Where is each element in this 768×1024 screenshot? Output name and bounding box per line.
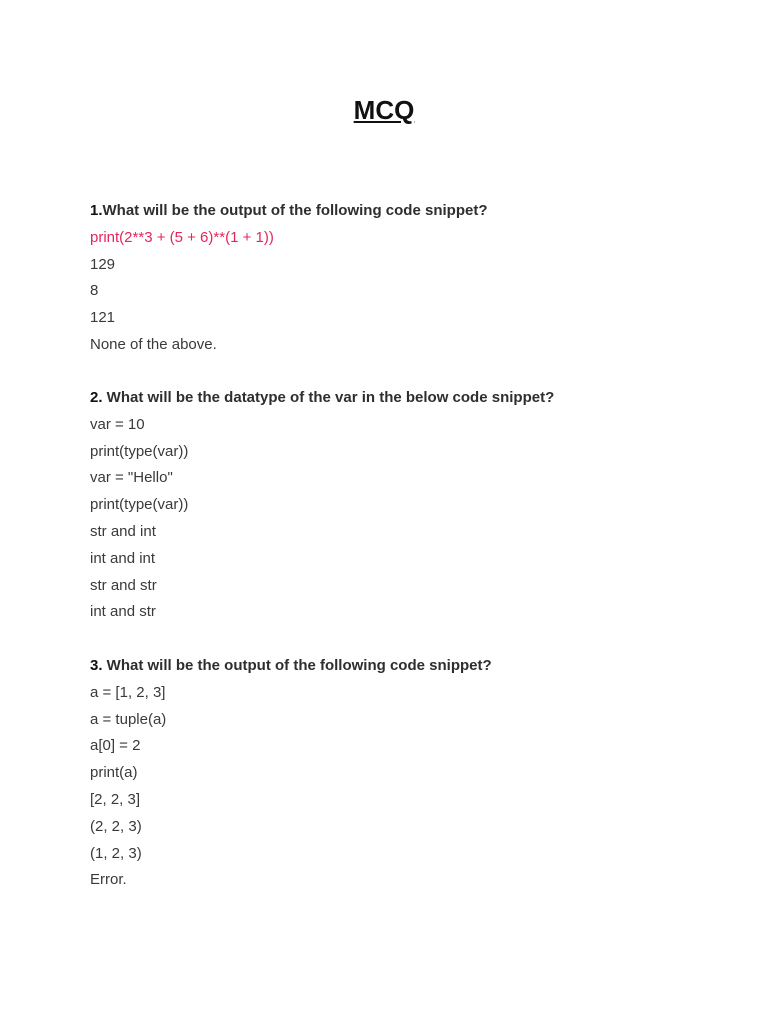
code-line: print(type(var)) (90, 442, 189, 460)
code-line: var = 10 (90, 415, 145, 433)
question-number: 1. (90, 202, 103, 219)
question-text: What will be the datatype of the var in the below code snippet? (102, 389, 555, 406)
option-item: (2, 2, 3) (90, 817, 142, 835)
code-line: print(2**3 + (5 + 6)**(1 + 1)) (90, 228, 274, 246)
page-title: MCQ (353, 95, 415, 125)
option-item: str and str (90, 576, 157, 594)
question-1 (90, 198, 710, 359)
question-number: 2. (90, 389, 103, 406)
option-item: int and str (90, 603, 156, 621)
question-heading (90, 653, 710, 680)
question-heading (90, 385, 710, 412)
code-line: a = tuple(a) (90, 710, 167, 728)
question-number: 3. (90, 657, 103, 674)
question-2 (90, 385, 710, 626)
option-item: None of the above. (90, 335, 217, 353)
option-item: 129 (90, 255, 116, 273)
code-line: print(a) (90, 764, 138, 782)
question-text: What will be the output of the following code snippet? (102, 657, 492, 674)
option-item: (1, 2, 3) (90, 844, 142, 862)
question-3 (90, 653, 710, 894)
option-item: 121 (90, 309, 116, 327)
code-line: var = "Hello" (90, 469, 173, 487)
option-item: Error. (90, 871, 127, 889)
code-line: a = [1, 2, 3] (90, 683, 166, 701)
code-line: print(type(var)) (90, 496, 189, 514)
option-item: 8 (90, 282, 99, 300)
option-item: str and int (90, 522, 156, 540)
option-item: int and int (90, 549, 156, 567)
option-item: [2, 2, 3] (90, 790, 141, 808)
question-heading (90, 198, 710, 225)
question-text: What will be the output of the following code snippet? (102, 202, 488, 219)
code-line: a[0] = 2 (90, 737, 141, 755)
